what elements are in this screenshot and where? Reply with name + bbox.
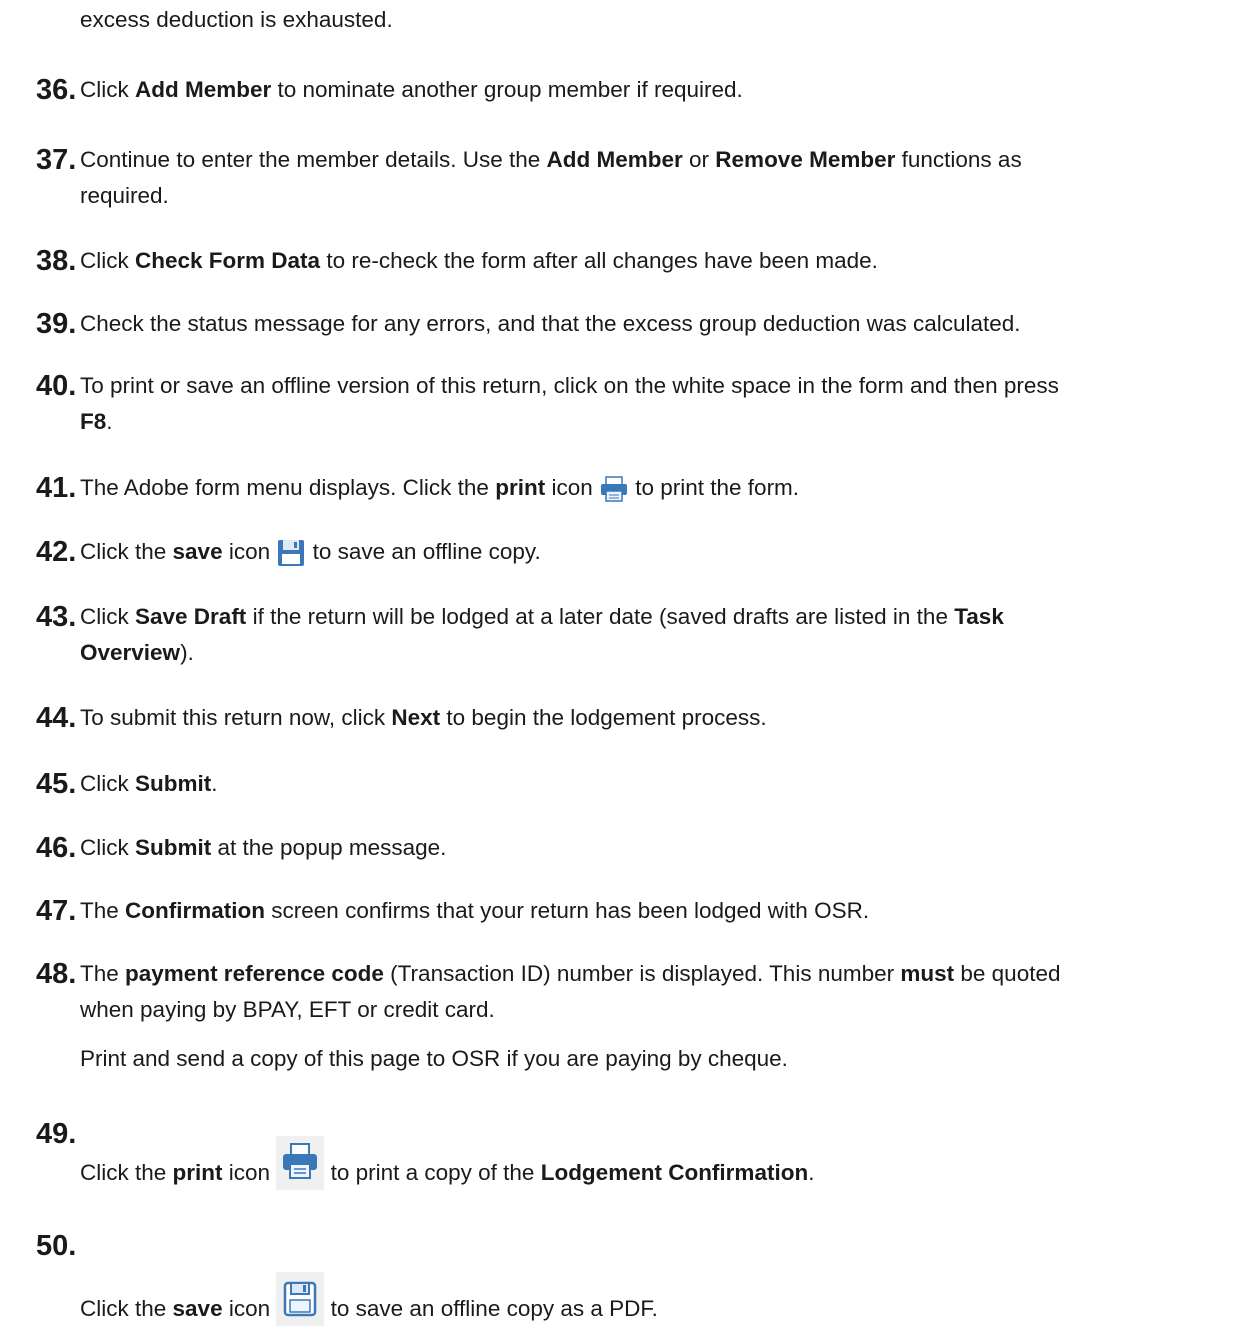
step-number: 45.: [36, 768, 77, 800]
floppy-disk-icon: [276, 538, 306, 568]
step-text: To print or save an offline version of this return, click on the white space in the form and then press: [80, 373, 1059, 398]
step-text: Click the save icon to save an offline copy as a PDF.: [80, 1272, 658, 1337]
step-number: 48.: [36, 958, 77, 990]
step-text: Click Submit.: [80, 771, 218, 796]
step-text-continued: F8.: [80, 409, 113, 434]
step-text: Click Save Draft if the return will be lodged at a later date (saved drafts are listed in the Task: [80, 604, 1004, 629]
step-text: Check the status message for any errors, and that the excess group deduction was calculated.: [80, 311, 1021, 336]
printer-icon: [599, 476, 629, 502]
step-text: Click Check Form Data to re-check the form after all changes have been made.: [80, 248, 878, 273]
step-number: 46.: [36, 832, 77, 864]
step-number: 37.: [36, 144, 77, 176]
step-note: Print and send a copy of this page to OSR if you are paying by cheque.: [80, 1046, 788, 1071]
step-number: 38.: [36, 245, 77, 277]
step-text: Click Add Member to nominate another group member if required.: [80, 77, 743, 102]
step-text: Click Submit at the popup message.: [80, 835, 447, 860]
intro-text: excess deduction is exhausted.: [80, 7, 393, 32]
step-number: 36.: [36, 74, 77, 106]
step-number: 43.: [36, 601, 77, 633]
step-text: To submit this return now, click Next to begin the lodgement process.: [80, 705, 767, 730]
step-number: 42.: [36, 536, 77, 568]
step-number: 41.: [36, 472, 77, 504]
step-text: The Confirmation screen confirms that your return has been lodged with OSR.: [80, 898, 870, 923]
step-number: 39.: [36, 308, 77, 340]
step-number: 50.: [36, 1230, 77, 1262]
step-number: 47.: [36, 895, 77, 927]
printer-icon: [276, 1136, 324, 1190]
step-text: Continue to enter the member details. Use the Add Member or Remove Member functions as: [80, 147, 1022, 172]
floppy-disk-icon: [276, 1272, 324, 1326]
step-text-continued: when paying by BPAY, EFT or credit card.: [80, 997, 495, 1022]
step-text-continued: Overview).: [80, 640, 194, 665]
step-text: Click the save icon to save an offline copy.: [80, 536, 541, 568]
step-text: Click the print icon to print a copy of the Lodgement Confirmation.: [80, 1136, 814, 1201]
step-text: The Adobe form menu displays. Click the print icon to print the form.: [80, 472, 799, 504]
step-number: 40.: [36, 370, 77, 402]
step-number: 49.: [36, 1118, 77, 1150]
step-text: The payment reference code (Transaction ID) number is displayed. This number must be quoted: [80, 961, 1061, 986]
step-number: 44.: [36, 702, 77, 734]
step-text-continued: required.: [80, 183, 169, 208]
